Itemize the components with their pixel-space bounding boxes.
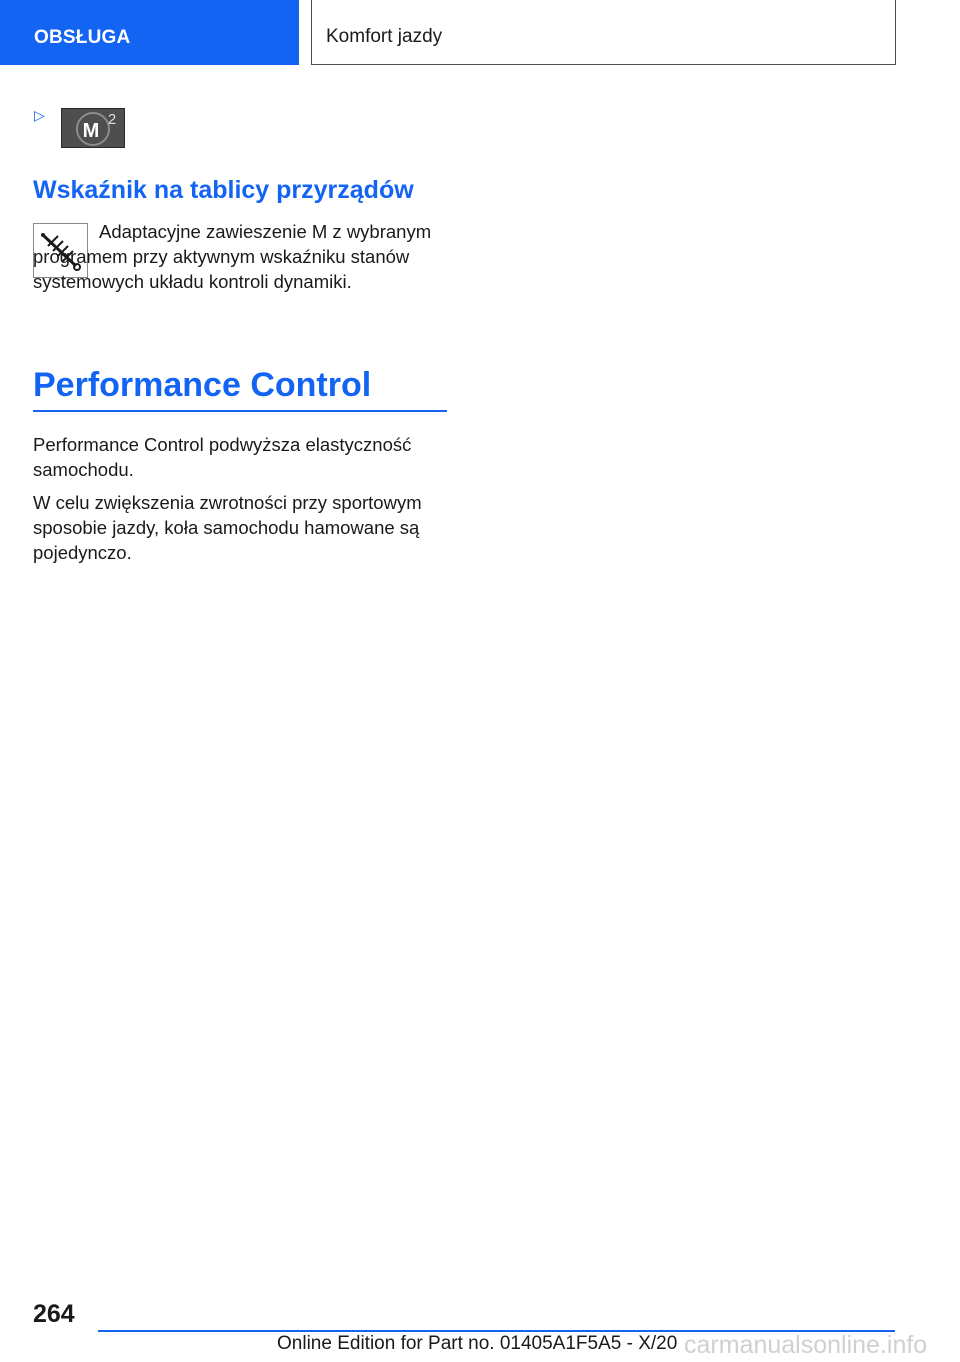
bullet-arrow-icon: ▷ (34, 107, 45, 123)
section-title: Performance Control (33, 366, 372, 404)
header-section-label: OBSŁUGA (0, 0, 299, 65)
section-paragraph-2: W celu zwiększenia zwrotności przy sportowym sposobie jazdy, koła samochodu hamowane są pojedynczo. (33, 492, 422, 563)
section-paragraph-1: Performance Control podwyższa elastyczność samochodu. (33, 434, 412, 480)
footer-edition-text: Online Edition for Part no. 01405A1F5A5 - X/20 (277, 1333, 678, 1354)
section-title-underline (33, 410, 447, 412)
m2-mode-display-icon (61, 108, 125, 148)
subsection-title: Wskaźnik na tablicy przyrządów (33, 176, 414, 204)
m2-icon-letter: M (82, 120, 100, 142)
m2-icon-superscript: 2 (107, 111, 117, 128)
page-number: 264 (33, 1300, 75, 1328)
watermark-text: carmanualsonline.info (684, 1331, 928, 1359)
header-chapter-title: Komfort jazdy (311, 0, 896, 65)
subsection-description: Adaptacyjne zawieszenie M z wybranym programem przy aktywnym wskaźniku stanów systemowych układu kontroli dynamiki. (33, 221, 432, 292)
